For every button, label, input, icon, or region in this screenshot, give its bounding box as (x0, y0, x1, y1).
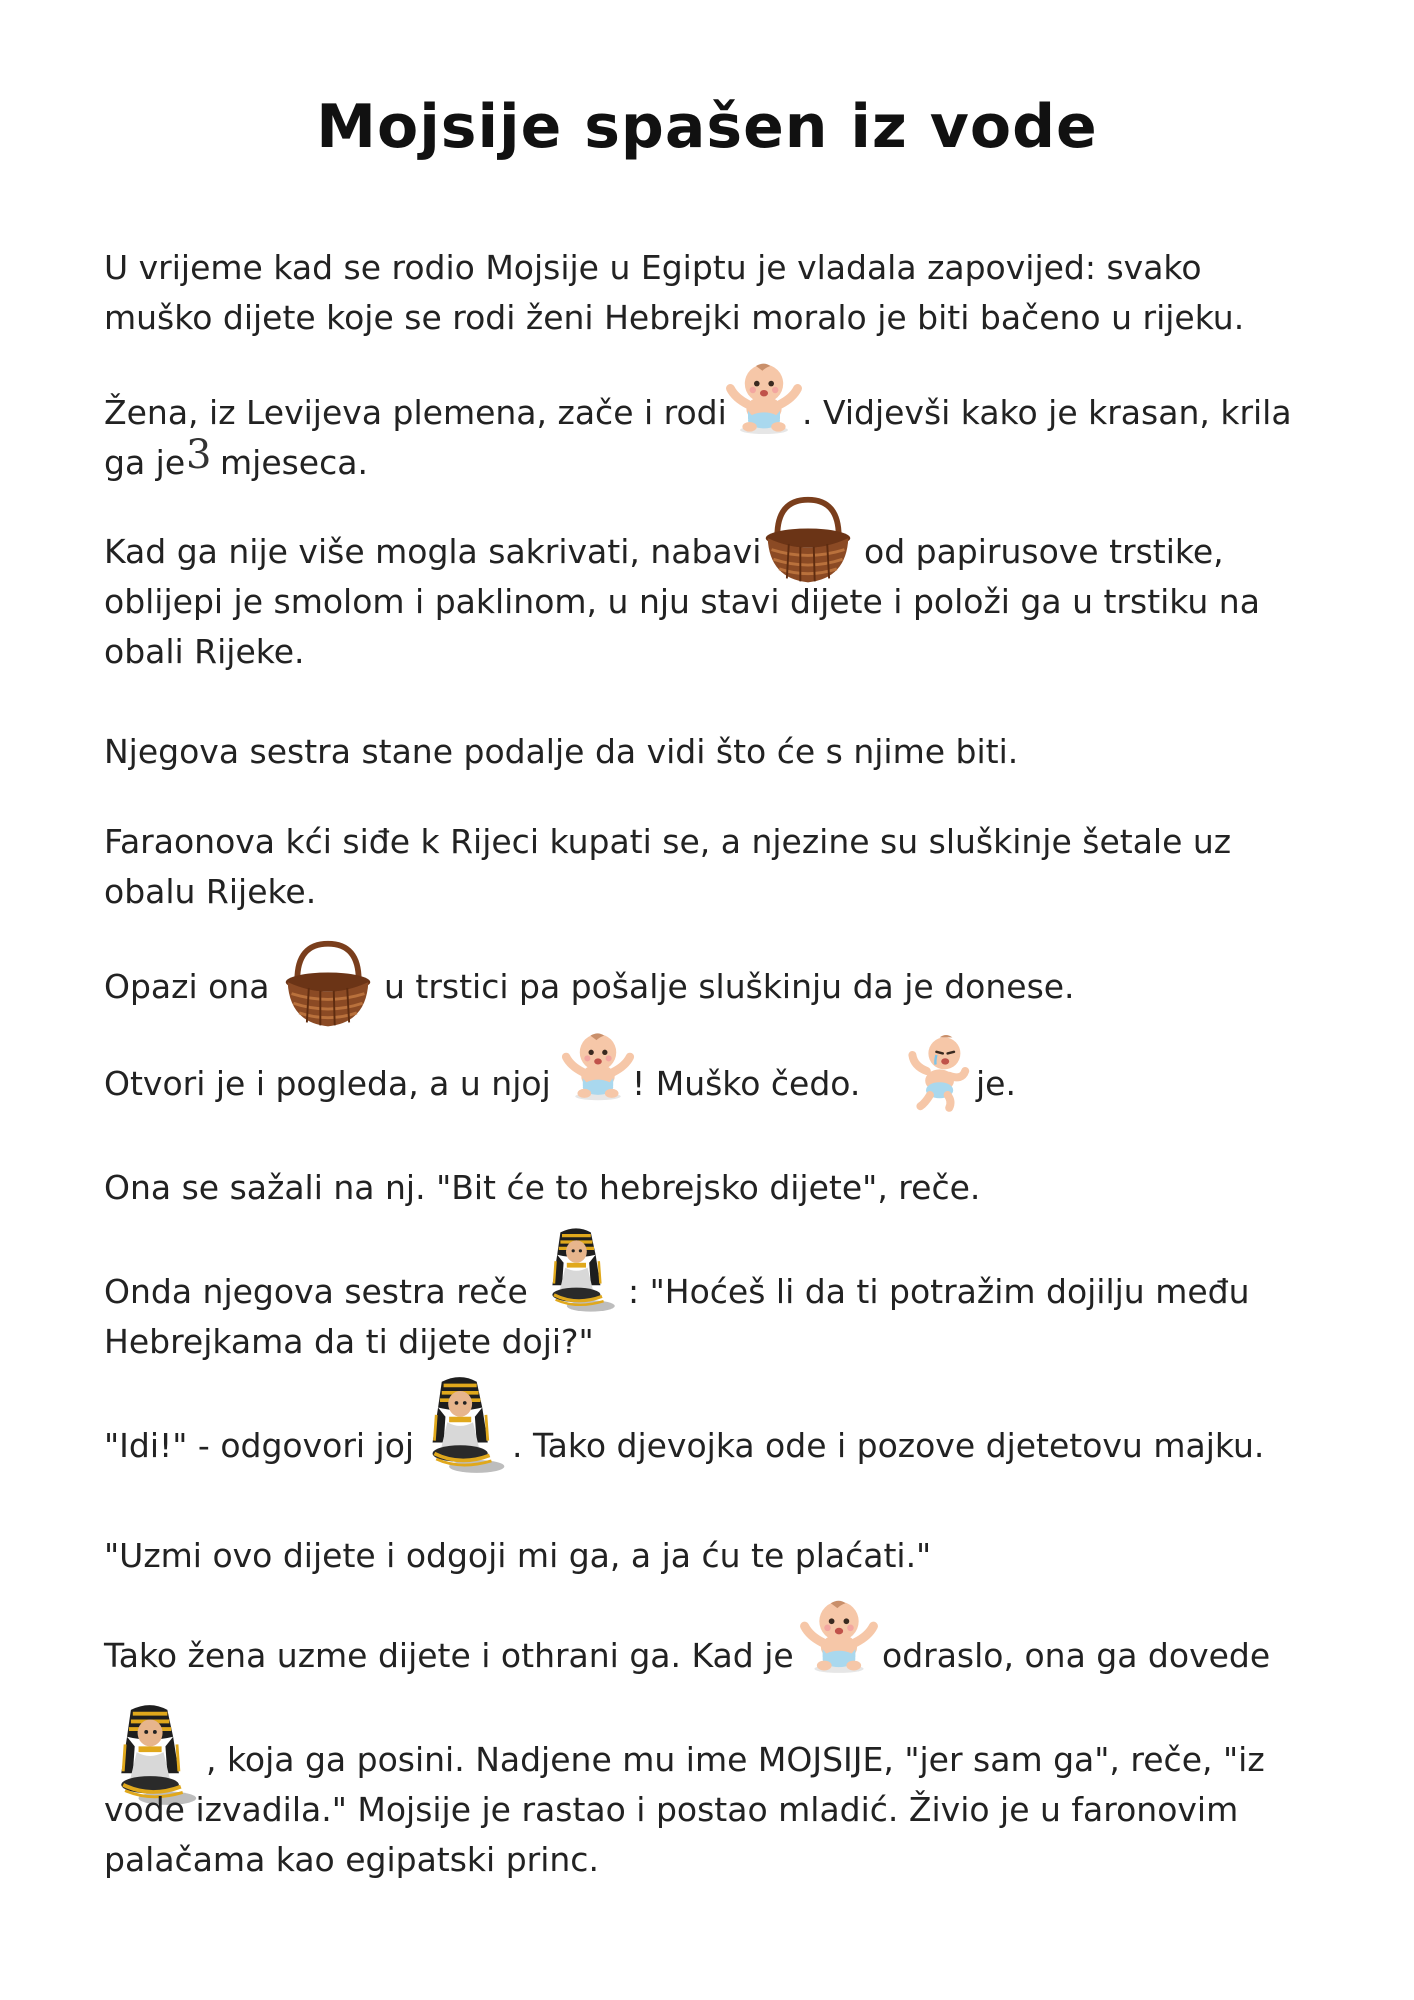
page-title: Mojsije spašen iz vode (316, 92, 1098, 162)
basket-icon (760, 494, 856, 590)
paragraph-12-line-1b: odraslo, ona ga dovede (882, 1636, 1271, 1675)
paragraph-2-text-b: . Vidjevši kako je krasan, krila (802, 393, 1292, 432)
number-three: 3 (186, 432, 212, 478)
paragraph-5-line-1: Faraonova kći siđe k Rijeci kupati se, a njezine su sluškinje šetale uz (104, 822, 1232, 861)
basket-icon (280, 938, 376, 1034)
paragraph-12-line-2: , koja ga posini. Nadjene mu ime MOJSIJE, "jer sam ga", reče, "iz (206, 1740, 1265, 1779)
paragraph-10-text-b: . Tako djevojka ode i pozove djetetovu majku. (512, 1426, 1265, 1465)
paragraph-5-line-2: obalu Rijeke. (104, 872, 317, 911)
baby-icon (560, 1026, 636, 1106)
crying-baby-icon (898, 1026, 978, 1116)
paragraph-8: Ona se sažali na nj. "Bit će to hebrejsko dijete", reče. (104, 1168, 981, 1207)
paragraph-6-text-a: Opazi ona (104, 967, 270, 1006)
paragraph-9-line-1a: Onda njegova sestra reče (104, 1272, 528, 1311)
baby-icon (798, 1594, 880, 1678)
paragraph-2-line-1 (104, 393, 727, 433)
paragraph-3-line-1a: Kad ga nije više mogla sakrivati, nabavi (104, 532, 762, 571)
paragraph-7-text-a: Otvori je i pogleda, a u njoj (104, 1064, 551, 1103)
paragraph-3-line-2: oblijepi je smolom i paklinom, u nju stavi dijete i položi ga u trstiku na (104, 582, 1260, 621)
paragraph-4: Njegova sestra stane podalje da vidi što će s njime biti. (104, 732, 1019, 771)
paragraph-3-line-3: obali Rijeke. (104, 632, 305, 671)
paragraph-1-line-1: U vrijeme kad se rodio Mojsije u Egiptu je vladala zapovijed: svako (104, 248, 1202, 287)
paragraph-2-line-2b: mjeseca. (220, 443, 368, 482)
paragraph-11: "Uzmi ovo dijete i odgoji mi ga, a ja ću te plaćati." (104, 1536, 932, 1575)
paragraph-3-line-1b: od papirusove trstike, (864, 532, 1224, 571)
paragraph-12-line-4: palačama kao egipatski princ. (104, 1840, 599, 1879)
paragraph-10-text-a: "Idi!" - odgovori joj (104, 1426, 415, 1465)
paragraph-1-line-2: muško dijete koje se rodi ženi Hebrejki moralo je biti bačeno u rijeku. (104, 298, 1245, 337)
paragraph-6-text-b: u trstici pa pošalje sluškinju da je donese. (384, 967, 1075, 1006)
baby-icon (724, 358, 804, 438)
paragraph-9-line-1b: : "Hoćeš li da ti potražim dojilju među (628, 1272, 1250, 1311)
paragraph-7-text-c: je. (976, 1064, 1016, 1103)
paragraph-9-line-2: Hebrejkama da ti dijete doji?" (104, 1322, 594, 1361)
paragraph-7-text-b: ! Muško čedo. (632, 1064, 861, 1103)
paragraph-12-line-3: vode izvadila." Mojsije je rastao i postao mladić. Živio je u faronovim (104, 1790, 1239, 1829)
paragraph-2-text-a: Žena, iz Levijeva plemena, zače i rodi (104, 393, 727, 432)
egyptian-princess-icon (538, 1222, 618, 1318)
egyptian-princess-icon (416, 1372, 508, 1478)
paragraph-2-line-2a: ga je (104, 443, 186, 482)
paragraph-12-line-1a: Tako žena uzme dijete i othrani ga. Kad je (104, 1636, 794, 1675)
